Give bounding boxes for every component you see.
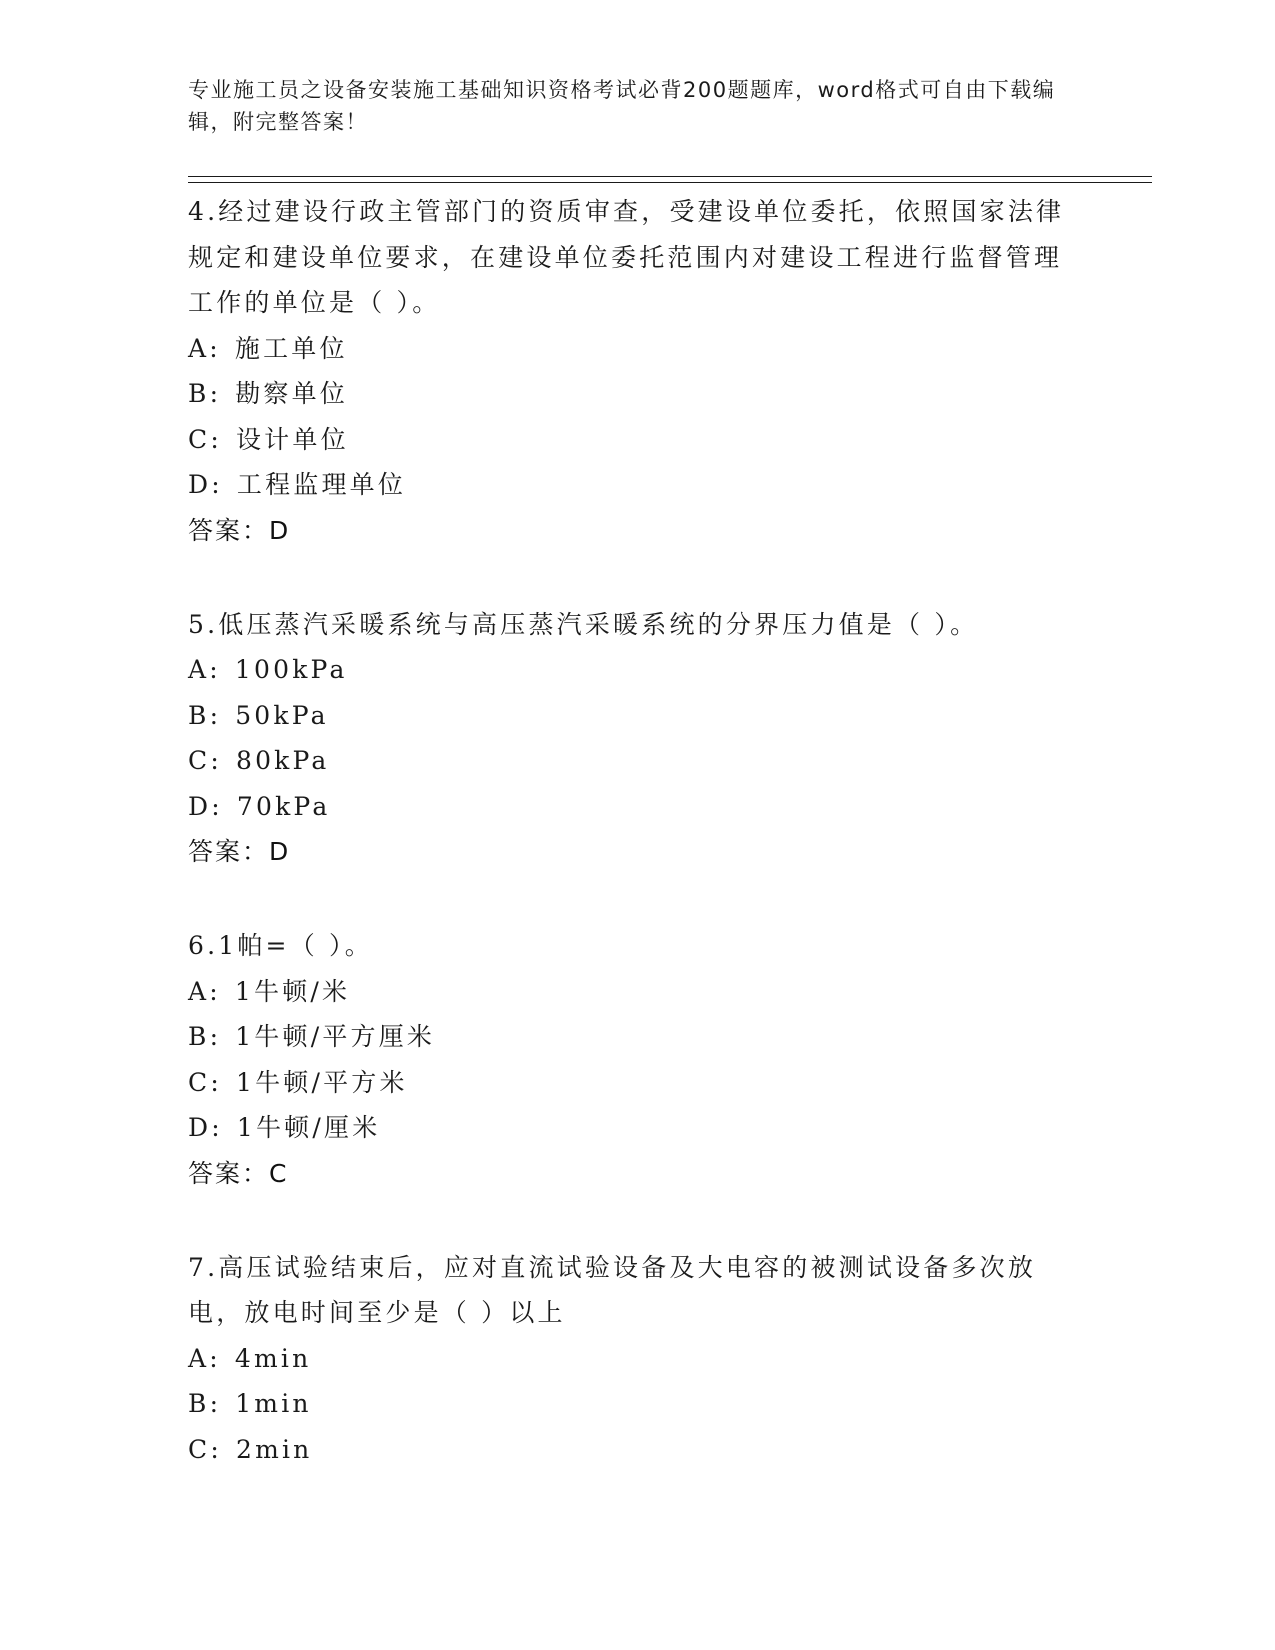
document-header	[188, 74, 1068, 138]
option-text: 施工单位	[234, 333, 348, 363]
question-7	[188, 1245, 1068, 1473]
option-a: A: 100kPa	[188, 655, 348, 684]
option-text: 1牛顿/米	[234, 976, 351, 1006]
option-text: 2min	[235, 1434, 313, 1464]
option-text: 工程监理单位	[236, 470, 407, 499]
header-divider-top	[188, 176, 1152, 177]
option-letter: B	[188, 1389, 210, 1418]
option-a: A: 4min	[188, 1343, 312, 1373]
option-letter: D	[188, 470, 212, 499]
question-text: 5.低压蒸汽采暖系统与高压蒸汽采暖系统的分界压力值是（ ）。	[188, 609, 979, 639]
question-4	[188, 189, 1068, 554]
question-6	[188, 923, 1068, 1197]
option-letter: A	[188, 333, 210, 363]
question-text: 7.高压试验结束后，应对直流试验设备及大电容的被测试设备多次放电，放电时间至少是（ ）以上	[188, 1252, 1037, 1327]
option-letter: C	[188, 746, 211, 775]
option-d: D: 工程监理单位	[188, 470, 407, 499]
option-text: 设计单位	[235, 424, 349, 454]
option-letter: A	[188, 1343, 210, 1373]
option-letter: C	[188, 1434, 211, 1464]
option-text: 70kPa	[236, 791, 331, 821]
option-c: C: 80kPa	[188, 746, 330, 775]
option-c: C: 1牛顿/平方米	[188, 1067, 408, 1097]
option-letter: C	[188, 424, 211, 454]
option-text: 1牛顿/平方厘米	[235, 1022, 436, 1051]
option-text: 1min	[235, 1389, 312, 1418]
option-text: 勘察单位	[235, 379, 349, 408]
option-letter: B	[188, 700, 210, 730]
option-text: 50kPa	[235, 700, 329, 730]
option-letter: D	[188, 791, 212, 821]
option-b: B: 50kPa	[188, 700, 329, 730]
option-letter: C	[188, 1067, 211, 1097]
question-text: 4.经过建设行政主管部门的资质审查，受建设单位委托，依照国家法律规定和建设单位要求，在建设单位委托范围内对建设工程进行监督管理工作的单位是（ ）。	[188, 197, 1065, 317]
answer-line: 答案：D	[188, 515, 291, 545]
header-title: 专业施工员之设备安装施工基础知识资格考试必背200题题库，word格式可自由下载编辑，附完整答案！	[188, 78, 1056, 134]
question-list	[188, 189, 1068, 1520]
option-letter: A	[188, 976, 210, 1006]
question-text: 6.1帕=（ ）。	[188, 931, 373, 960]
option-letter: D	[188, 1113, 212, 1142]
option-d: D: 70kPa	[188, 791, 331, 821]
answer-line: 答案：D	[188, 837, 291, 866]
answer-line: 答案：C	[188, 1158, 289, 1188]
option-text: 4min	[234, 1343, 312, 1373]
option-text: 80kPa	[235, 746, 330, 775]
header-divider-bottom	[188, 182, 1152, 183]
option-c: C: 设计单位	[188, 424, 349, 454]
option-letter: A	[188, 655, 210, 684]
option-b: B: 勘察单位	[188, 379, 349, 408]
option-letter: B	[188, 379, 210, 408]
option-a: A: 1牛顿/米	[188, 976, 351, 1006]
option-d: D: 1牛顿/厘米	[188, 1113, 381, 1142]
option-text: 1牛顿/厘米	[236, 1113, 381, 1142]
option-text: 100kPa	[234, 655, 348, 684]
option-b: B: 1牛顿/平方厘米	[188, 1022, 436, 1051]
option-b: B: 1min	[188, 1389, 312, 1418]
option-text: 1牛顿/平方米	[235, 1067, 408, 1097]
option-a: A: 施工单位	[188, 333, 348, 363]
option-c: C: 2min	[188, 1434, 313, 1464]
question-5	[188, 602, 1068, 876]
option-letter: B	[188, 1022, 210, 1051]
